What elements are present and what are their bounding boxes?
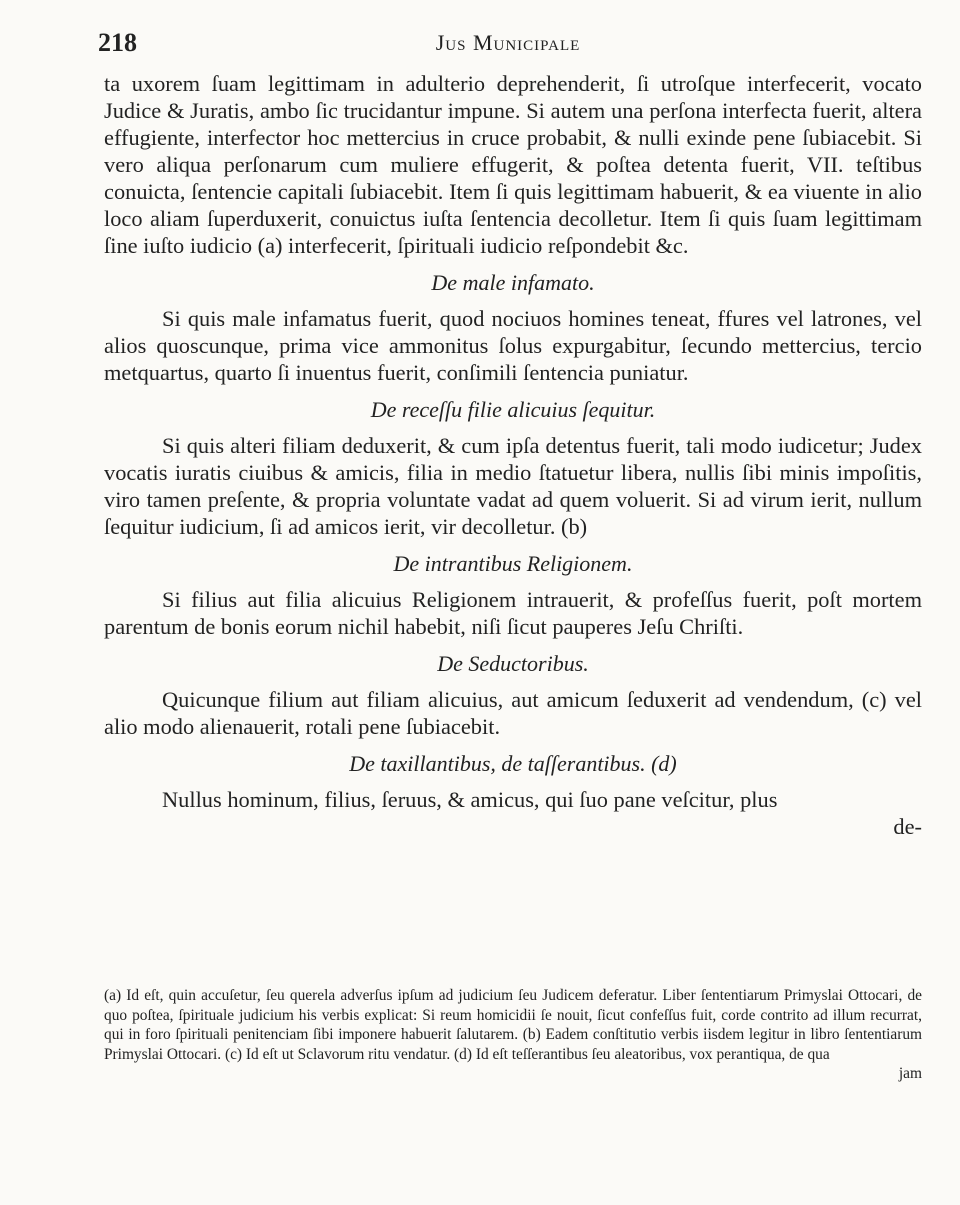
paragraph: Si filius aut filia alicuius Religionem intrauerit, & profeſſus fuerit, poſt mortem parentum de bonis eorum nichil habebit, niſi ſicut pauperes Jeſu Chriſti.: [104, 587, 922, 639]
section-heading: De receſſu filie alicuius ſequitur.: [370, 397, 656, 422]
main-text: [104, 70, 922, 840]
footnote-text: (a) Id eſt, quin accuſetur, ſeu querela adverſus ipſum ad judicium ſeu Judicem deferatur. Liber ſententiarum Primyslai Ottocari, de quo poſtea, ſpirituale judicium his verbis explicat: Si reum homicidii ſe nouit, ſicut confeſſus fuit, corde contrito ad illum recurrat, qui in foro ſpirituali penitenciam ſibi imponere habuerit ſalutarem. (b) Eadem conſtitutio verbis iisdem legitur in libro ſententiarum Primyslai Ottocari. (c) Id eſt ut Sclavorum ritu vendatur. (d) Id eſt teſſerantibus ſeu aleatoribus, vox perantiqua, de qua: [104, 987, 922, 1063]
paragraph: Nullus hominum, filius, ſeruus, & amicus, qui ſuo pane veſcitur, plus: [162, 787, 778, 812]
page-number: 218: [98, 28, 137, 57]
footnotes: [104, 986, 922, 1084]
section-heading: De intrantibus Religionem.: [393, 551, 633, 576]
section-heading: De Seductoribus.: [437, 651, 589, 676]
paragraph: Si quis alteri filiam deduxerit, & cum ipſa detentus fuerit, tali modo iudicetur; Judex vocatis iuratis ciuibus & amicis, filia in medio ſtatuetur libera, nullis ſibi minis impoſitis, viro tamen preſente, & propria voluntate vadat ad quem voluerit. Si ad virum ierit, nullum ſequitur iudicium, ſi ad amicos ierit, vir decolletur. (b): [104, 433, 922, 539]
paragraph: Si quis male infamatus fuerit, quod nociuos homines teneat, ffures vel latrones, vel alios quoscunque, prima vice ammonitus ſolus expurgabitur, ſecundo mettercius, tercio metquartus, quarto ſi inuentus fuerit, conſimili ſentencia puniatur.: [104, 306, 922, 385]
catchword: de-: [893, 814, 922, 839]
page-header: [98, 28, 918, 64]
section-heading: De taxillantibus, de taſſerantibus. (d): [349, 751, 677, 776]
paragraph: Quicunque filium aut filiam alicuius, aut amicum ſeduxerit ad vendendum, (c) vel alio modo alienauerit, rotali pene ſubiacebit.: [104, 687, 922, 739]
section-heading: De male infamato.: [431, 270, 595, 295]
footnote-catchword: jam: [898, 1065, 922, 1083]
paragraph: ta uxorem ſuam legittimam in adulterio deprehenderit, ſi utroſque interfecerit, vocato Judice & Juratis, ambo ſic trucidantur impune. Si autem una perſona interfecta fuerit, altera effugiente, interfector hoc mettercius in cruce probabit, & nulli exinde pene ſubiacebit. Si vero aliqua perſonarum cum muliere effugerit, & poſtea detenta fuerit, VII. teſtibus conuicta, ſentencie capitali ſubiacebit. Item ſi quis legittimam habuerit, & ea viuente in alio loco aliam ſuperduxerit, conuictus iuſta ſentencia decolletur. Item ſi quis ſuam legittimam ſine iuſto iudicio (a) interfecerit, ſpirituali iudicio reſpondebit &c.: [104, 71, 922, 258]
running-title: Jus Municipale: [435, 30, 581, 55]
